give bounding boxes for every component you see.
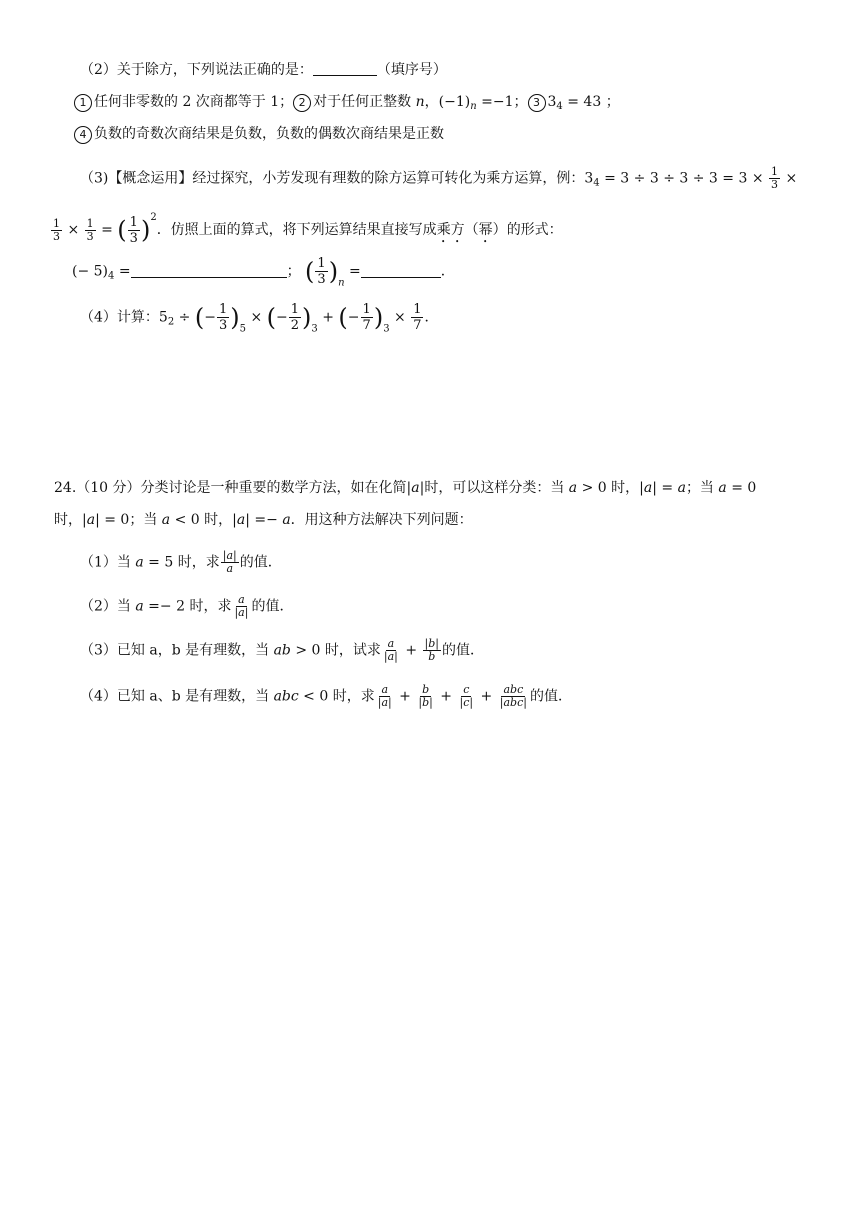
q3-answer-blank-1 — [131, 263, 287, 278]
circled-3: 3 — [528, 94, 546, 112]
q2-option4-line: 4 负数的奇数次商结果是负数，负数的偶数次商结果是正数 — [74, 124, 444, 144]
fraction-one-third: $\frac{1}{3}$ — [771, 165, 778, 191]
emphasis-power-form: 乘方（幂） — [436, 222, 507, 238]
circled-2: 2 — [293, 94, 311, 112]
circled-4: 4 — [74, 126, 92, 144]
q24-sub3: （3）已知 a，b 是有理数，当 ab > 0 时，试求 $\frac{a}{|a|}$ + $\frac{|b|}{b}$ 的值． — [80, 637, 485, 663]
q3-stem-line2: $\frac{1}{3}$ × $\frac{1}{3}$ = ( $\frac{1}{3}$ )$^2$．仿照上面的算式，将下列运算结果直接写成乘方（幂）的形式： — [53, 212, 563, 246]
q24-sub4: （4）已知 a、b 是有理数，当 abc < 0 时，求 $\frac{a}{|a|}$ + $\frac{b}{|b|}$ + $\frac{c}{|c|}$ + $\frac{\text{abc}}{\text{|abc|}}$ 的值． — [80, 683, 572, 709]
q24-stem-line1: 24.（10 分）分类讨论是一种重要的数学方法，如在化简|a|时，可以这样分类：当 a > 0 时，|a| = a；当 a = 0 — [54, 480, 757, 496]
q2-options-line: 1 任何非零数的 2 次商都等于 1； 2 对于任何正整数 n，$(-1)_n =-1$； 3 $3_4 = 43$ ； — [74, 92, 620, 117]
q3-answer-blank-2 — [361, 263, 441, 278]
q2-stem: （2）关于除方，下列说法正确的是： （填序号） — [80, 62, 447, 78]
q3-tasks-line: (− $5)_4$ = ； ( $\frac{1}{3}$ )$_n$ = ． — [72, 256, 455, 289]
q4-stem: （4）计算：$5_2$ ÷ (− $\frac{1}{3}$ )$_5$ × (− $\frac{1}{2}$ )$_3$ + (− $\frac{1}{7}$ )$_3$ × $\frac{1}{7}$ ． — [80, 302, 439, 335]
q24-sub2: （2）当 a =− 2 时，求 $\frac{a}{|a|}$ 的值． — [80, 593, 294, 619]
q24-stem-line2: 时，|a| = 0；当 a < 0 时，|a| =− a．用这种方法解决下列问题： — [54, 512, 473, 528]
circled-1: 1 — [74, 94, 92, 112]
q3-stem-line1: （3)【概念运用】经过探究，小芳发现有理数的除方运算可转化为乘方运算，例：$3_4 = 3 \div 3 \div 3 \div 3 = 3$ × $\frac{1}{3}$ × — [80, 165, 798, 191]
q2-answer-blank — [313, 61, 377, 76]
q24-sub1: （1）当 a = 5 时，求 $\frac{|a|}{a}$ 的值． — [80, 549, 282, 575]
